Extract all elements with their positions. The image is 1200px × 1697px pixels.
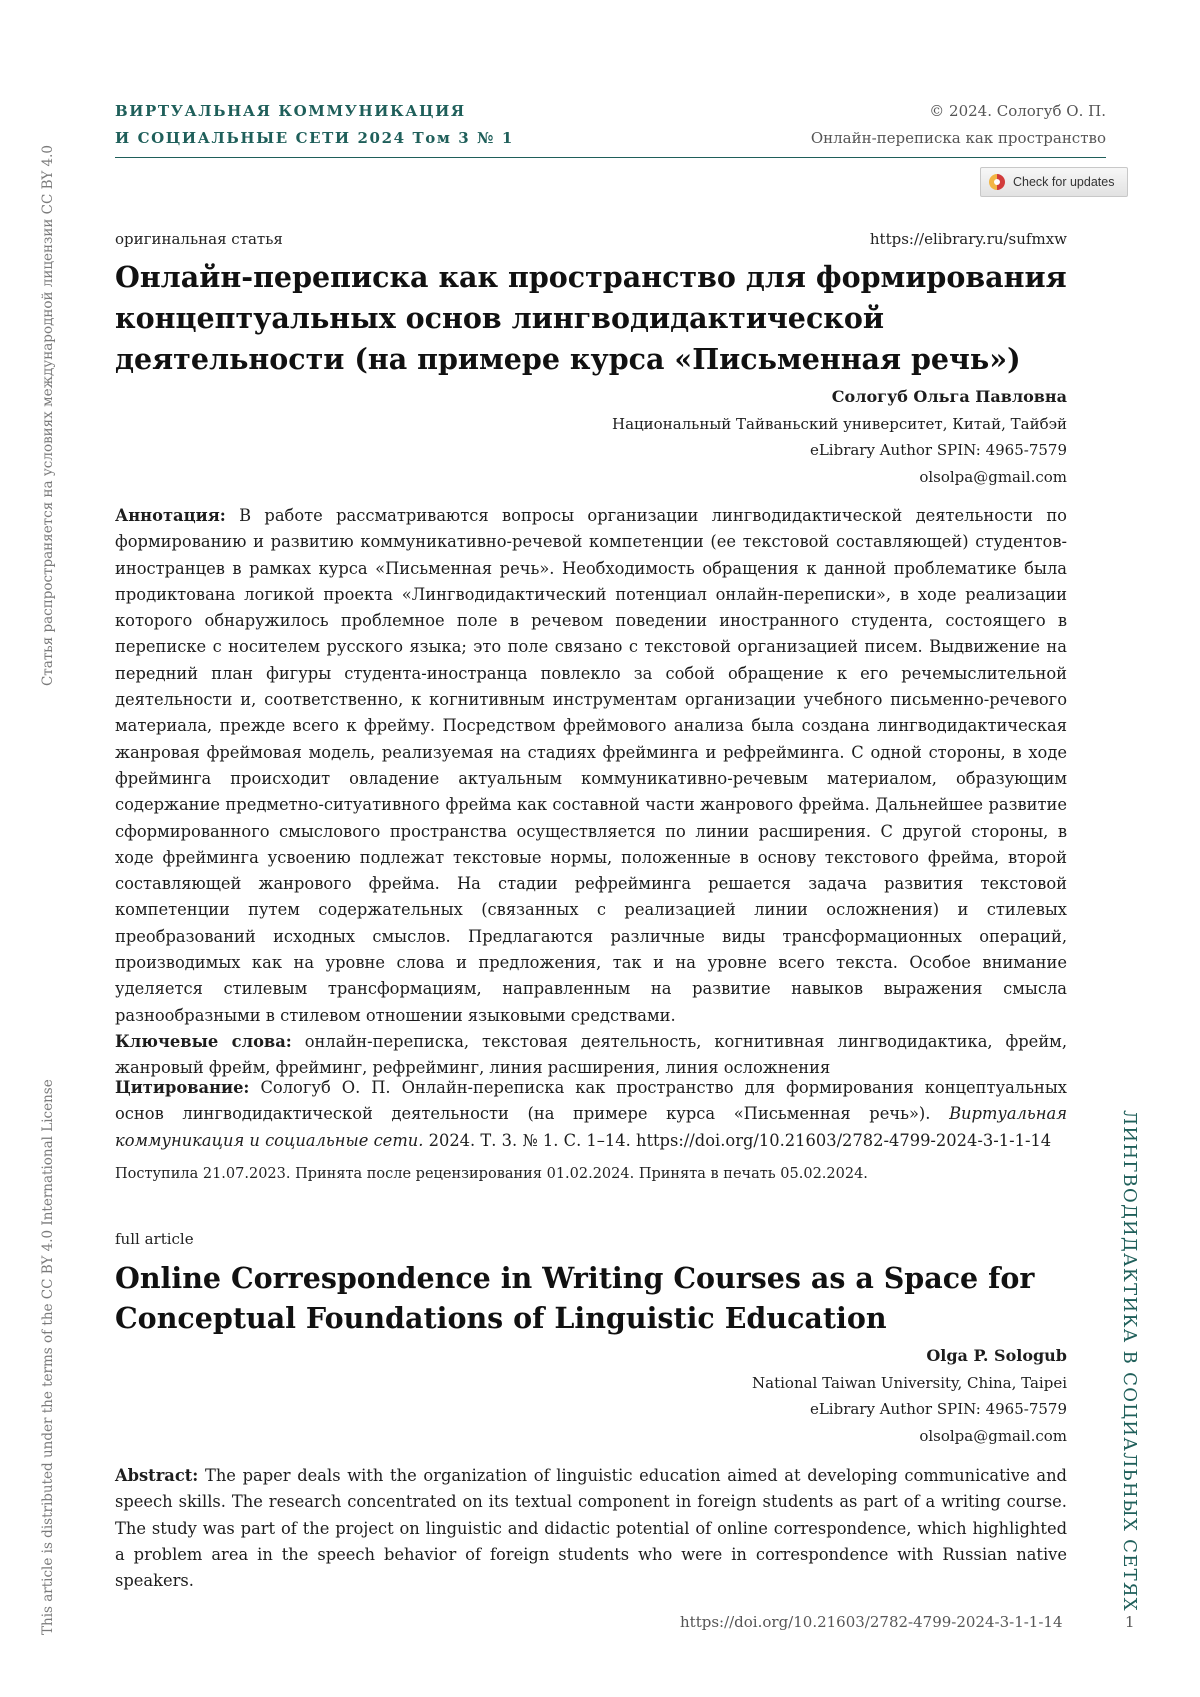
author-name-en: Olga P. Sologub: [926, 1346, 1067, 1365]
copyright: © 2024. Сологуб О. П.: [929, 102, 1106, 120]
keywords-ru: онлайн-переписка, текстовая деятельность, когнитивная лингводидактика, фрейм, жанровый фрейм, фрейминг, рефрейминг, линия расширения, линия осложнения: [115, 1031, 1068, 1078]
citation-label: Цитирование:: [115, 1078, 250, 1097]
keywords-label-ru: Ключевые слова:: [115, 1031, 292, 1051]
running-header: [811, 98, 1106, 152]
spin-en: eLibrary Author SPIN: 4965-7579: [809, 1400, 1067, 1418]
citation-start: Сологуб О. П. Онлайн-переписка как пространство для формирования концептуальных основ лингводидактической деятельности (на примере курса «Письменная речь»).: [115, 1078, 1067, 1124]
abstract-en: [115, 1463, 1067, 1594]
abstract-ru: [115, 503, 1067, 1082]
section-sidebar: ЛИНГВОДИДАКТИКА В СОЦИАЛЬНЫХ СЕТЯХ: [1119, 1110, 1140, 1612]
header-divider: [115, 157, 1106, 158]
journal-name-line1: ВИРТУАЛЬНАЯ КОММУНИКАЦИЯ: [115, 102, 466, 120]
check-for-updates-button[interactable]: [980, 167, 1128, 197]
author-block-ru: [612, 384, 1067, 490]
journal-name-line2: И СОЦИАЛЬНЫЕ СЕТИ 2024 Том 3 № 1: [115, 129, 514, 147]
abstract-text-en: The paper deals with the organization of linguistic education aimed at developing communicative and speech skills. The research concentrated on its textual component in foreign students as part of a writing course. The study was part of the project on linguistic and didactic potential of online correspondence, which highlighted a problem area in the speech behavior of foreign students who were in correspondence with Russian native speakers.: [115, 1466, 1067, 1591]
citation-end: 2024. Т. 3. № 1. С. 1–14. https://doi.org/10.21603/2782-4799-2024-3-1-1-14: [428, 1130, 1052, 1150]
email-en[interactable]: olsolpa@gmail.com: [919, 1426, 1067, 1445]
check-for-updates-label: Check for updates: [1013, 175, 1115, 189]
citation-ru: [115, 1075, 1067, 1154]
author-name-ru: Сологуб Ольга Павловна: [831, 387, 1067, 406]
article-type-en: full article: [115, 1230, 194, 1248]
abstract-label-ru: Аннотация:: [115, 506, 226, 525]
spin-ru: eLibrary Author SPIN: 4965-7579: [809, 441, 1067, 459]
short-title: Онлайн-переписка как пространство: [810, 129, 1106, 147]
affiliation-ru: Национальный Тайваньский университет, Китай, Тайбэй: [612, 414, 1067, 433]
license-english: This article is distributed under the terms of the CC BY 4.0 International License: [40, 1079, 56, 1635]
page-number: 1: [1125, 1613, 1135, 1631]
author-block-en: [752, 1343, 1067, 1449]
article-type-ru: оригинальная статья: [115, 230, 283, 248]
abstract-text-ru: В работе рассматриваются вопросы организации лингводидактической деятельности по формированию и развитию коммуникативно-речевой компетенции (ее текстовой составляющей) студентов-иностранцев в рамках курса «Письменная речь». Необходимость обращения к данной проблематике была продиктована логикой проекта «Лингводидактический потенциал онлайн-переписки», в ходе реализации которого обнаружилось проблемное поле в речевом поведении иностранного студента, состоящего в переписке с носителем русского языка; это поле связано с текстовой организацией писем. Выдвижение на передний план фигуры студента-иностранца повлекло за собой обращение к его речемыслительной деятельности и, соответственно, к когнитивным инструментам организации учебного письменно-речевого материала, прежде всего к фрейму. Посредством фреймового анализа была создана лингводидактическая жанровая фреймовая модель, реализуемая на стадиях фрейминга и рефрейминга. С одной стороны, в ходе фрейминга происходит овладение актуальным коммуникативно-речевым материалом, образующим содержание предметно-ситуативного фрейма как составной части жанрового фрейма. Дальнейшее развитие сформированного смыслового пространства осуществляется по линии расширения. С другой стороны, в ходе фрейминга усвоению подлежат текстовые нормы, положенные в основу текстового фрейма, второй составляющей жанрового фрейма. На стадии рефрейминга решается задача развития текстовой компетенции путем содержательных (связанных с реализацией линии осложнения) и стилевых преобразований исходных смыслов. Предлагаются различные виды трансформационных операций, производимых как на уровне слова и предложения, так и на уровне всего текста. Особое внимание уделяется стилевым трансформациям, направленным на развитие навыков выражения смысла разнообразными в стилевом отношении языковыми средствами.: [115, 506, 1067, 1025]
citation-journal: Виртуальная коммуникация и социальные сети.: [115, 1104, 1067, 1150]
article-title-ru: Онлайн-переписка как пространство для формирования концептуальных основ лингводидактической деятельности (на примере курса «Письменная речь»): [115, 260, 1067, 376]
article-title-en: Online Correspondence in Writing Courses as a Space for Conceptual Foundations of Linguistic Education: [115, 1261, 1035, 1335]
affiliation-en: National Taiwan University, China, Taipei: [752, 1373, 1067, 1392]
elibrary-link[interactable]: https://elibrary.ru/sufmxw: [869, 230, 1067, 248]
submission-dates: Поступила 21.07.2023. Принята после рецензирования 01.02.2024. Принята в печать 05.02.2024.: [115, 1166, 868, 1182]
journal-name: [115, 98, 514, 152]
crossmark-icon: [989, 174, 1005, 190]
email-ru[interactable]: olsolpa@gmail.com: [919, 467, 1067, 486]
license-sidebar: [40, 145, 56, 1635]
footer-doi[interactable]: https://doi.org/10.21603/2782-4799-2024-3-1-1-14: [680, 1613, 1063, 1631]
license-russian: Статья распространяется на условиях международной лицензии CC BY 4.0: [40, 145, 56, 687]
abstract-label-en: Abstract:: [115, 1466, 199, 1485]
